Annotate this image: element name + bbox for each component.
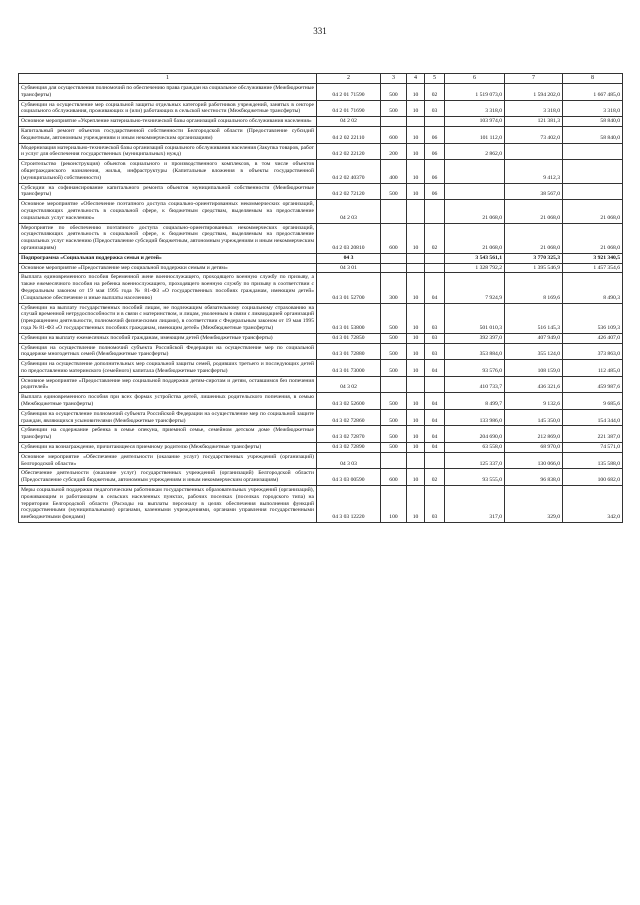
section-cell: 10 (407, 409, 425, 426)
amount-year2-cell (505, 143, 563, 160)
amount-year2-cell: 329,0 (505, 486, 563, 523)
section-cell (407, 376, 425, 393)
amount-year1-cell: 3 318,0 (445, 100, 505, 117)
amount-year1-cell: 93 555,0 (445, 469, 505, 486)
row-name-cell: Мероприятие по обеспечению поэтапного доступа социально-ориентированных некоммерческих организаций, осуществляющих деятельность в социальной сфере, к бюджетным средствам, выделяемым на предоставление социальных услуг населению (Предоставление субсидий бюджетным, автономным учреждениям и иным некоммерческим организациям) (19, 223, 317, 253)
section-cell: 10 (407, 273, 425, 303)
row-name-cell: Капитальный ремонт объектов государственной собственности Белгородской области (Предоставление субсидий бюджетным, автономным учреждениям и иным некоммерческим организациям) (19, 126, 317, 143)
subsection-cell: 03 (425, 333, 445, 343)
amount-year2-cell: 9 412,3 (505, 160, 563, 183)
amount-year2-cell: 108 159,0 (505, 360, 563, 377)
amount-year3-cell: 426 407,0 (563, 333, 623, 343)
budget-table (18, 73, 623, 523)
amount-year1-cell: 204 690,0 (445, 426, 505, 443)
amount-year2-cell: 38 567,0 (505, 183, 563, 200)
amount-year3-cell: 100 682,0 (563, 469, 623, 486)
subsection-cell (425, 263, 445, 273)
row-name-cell: Субвенции на выплату ежемесячных пособий гражданам, имеющим детей (Межбюджетные трансферты) (19, 333, 317, 343)
target-article-cell: 04 3 01 (317, 263, 381, 273)
expense-type-cell: 500 (381, 303, 407, 333)
table-row (19, 273, 623, 303)
section-cell: 10 (407, 143, 425, 160)
amount-year2-cell: 73 402,0 (505, 126, 563, 143)
amount-year1-cell: 501 010,3 (445, 303, 505, 333)
amount-year3-cell: 373 863,0 (563, 343, 623, 360)
amount-year3-cell (563, 183, 623, 200)
amount-year1-cell: 392 397,0 (445, 333, 505, 343)
amount-year3-cell: 74 571,0 (563, 443, 623, 453)
section-cell: 10 (407, 160, 425, 183)
table-row (19, 333, 623, 343)
amount-year1-cell: 103 974,0 (445, 117, 505, 127)
amount-year3-cell: 21 068,0 (563, 200, 623, 223)
target-article-cell: 04 2 02 (317, 117, 381, 127)
target-article-cell: 04 3 02 72860 (317, 409, 381, 426)
amount-year1-cell: 21 068,0 (445, 200, 505, 223)
table-row (19, 343, 623, 360)
amount-year1-cell: 317,0 (445, 486, 505, 523)
amount-year2-cell: 21 068,0 (505, 223, 563, 253)
column-header: 8 (563, 74, 623, 84)
expense-type-cell: 500 (381, 343, 407, 360)
expense-type-cell: 100 (381, 486, 407, 523)
row-name-cell: Субвенции на осуществление дополнительных мер социальной защиты семей, родивших третьего и последующих детей по предоставлению материнского (семейного) капитала (Межбюджетные трансферты) (19, 360, 317, 377)
subsection-cell: 04 (425, 273, 445, 303)
subsection-cell: 03 (425, 303, 445, 333)
column-header: 6 (445, 74, 505, 84)
amount-year2-cell: 407 949,0 (505, 333, 563, 343)
row-name-cell: Субвенции на содержание ребенка в семье опекуна, приемной семье, семейном детском доме (Межбюджетные трансферты) (19, 426, 317, 443)
amount-year3-cell: 21 068,0 (563, 223, 623, 253)
target-article-cell: 04 3 01 72850 (317, 333, 381, 343)
row-name-cell: Субвенции на вознаграждение, причитающееся приемному родителю (Межбюджетные трансферты) (19, 443, 317, 453)
amount-year2-cell: 130 066,0 (505, 452, 563, 469)
amount-year1-cell: 8 499,7 (445, 393, 505, 410)
subsection-cell: 02 (425, 223, 445, 253)
expense-type-cell: 500 (381, 393, 407, 410)
section-cell (407, 263, 425, 273)
amount-year1-cell: 410 733,7 (445, 376, 505, 393)
section-cell: 10 (407, 84, 425, 101)
row-name-cell: Субвенция на осуществление полномочий субъекта Российской Федерации на осуществление мер по социальной поддержке многодетных семей (Межбюджетные трансферты) (19, 343, 317, 360)
amount-year3-cell: 3 318,0 (563, 100, 623, 117)
row-name-cell: Субвенции на выплату государственных пособий лицам, не подлежащим обязательному социальному страхованию на случай временной нетрудоспособности и в связи с материнством, и лицам, уволенным в связи с ликвидацией организаций (прекращением деятельности, полномочий физическими лицами), в соответствии с Федеральным законом от 19 мая 1995 года № 81-ФЗ «О государственных пособиях гражданам, имеющим детей» (Межбюджетные трансферты) (19, 303, 317, 333)
amount-year1-cell: 1 328 792,2 (445, 263, 505, 273)
section-cell: 10 (407, 183, 425, 200)
table-row (19, 200, 623, 223)
table-row (19, 393, 623, 410)
section-cell: 10 (407, 393, 425, 410)
amount-year3-cell: 58 840,0 (563, 117, 623, 127)
table-row (19, 84, 623, 101)
section-cell (407, 253, 425, 263)
row-name-cell: Обеспечение деятельности (оказание услуг) государственных учреждений (организаций) Белгородской области (Предоставление субсидий бюджетным, автономным учреждениям и иным некоммерческим организациям) (19, 469, 317, 486)
table-row (19, 360, 623, 377)
section-cell: 10 (407, 426, 425, 443)
section-cell: 10 (407, 100, 425, 117)
column-header: 4 (407, 74, 425, 84)
row-name-cell: Основное мероприятие «Обеспечение поэтапного доступа социально-ориентированных некоммерческих организаций, осуществляющих деятельность в социальной сфере, к бюджетным средствам, выделяемым на предоставление социальных услуг населению» (19, 200, 317, 223)
expense-type-cell: 500 (381, 426, 407, 443)
target-article-cell: 04 2 03 20810 (317, 223, 381, 253)
column-header: 7 (505, 74, 563, 84)
amount-year2-cell: 145 350,0 (505, 409, 563, 426)
table-header-row (19, 74, 623, 84)
target-article-cell: 04 3 03 (317, 452, 381, 469)
section-cell (407, 117, 425, 127)
table-row (19, 443, 623, 453)
amount-year2-cell: 3 770 325,3 (505, 253, 563, 263)
subsection-cell: 06 (425, 160, 445, 183)
amount-year3-cell: 221 387,0 (563, 426, 623, 443)
target-article-cell: 04 2 01 71590 (317, 84, 381, 101)
amount-year2-cell: 9 132,6 (505, 393, 563, 410)
amount-year1-cell: 2 862,0 (445, 143, 505, 160)
subsection-cell: 04 (425, 443, 445, 453)
amount-year2-cell: 3 318,0 (505, 100, 563, 117)
target-article-cell: 04 3 01 72880 (317, 343, 381, 360)
amount-year1-cell (445, 160, 505, 183)
amount-year2-cell: 212 869,0 (505, 426, 563, 443)
amount-year1-cell: 93 576,0 (445, 360, 505, 377)
target-article-cell: 04 3 03 00590 (317, 469, 381, 486)
section-cell: 10 (407, 360, 425, 377)
table-row (19, 253, 623, 263)
amount-year1-cell: 3 543 561,1 (445, 253, 505, 263)
amount-year3-cell: 112 485,0 (563, 360, 623, 377)
row-name-cell: Основное мероприятие «Обеспечение деятельности (оказание услуг) государственных учреждений (организаций) Белгородской области» (19, 452, 317, 469)
target-article-cell: 04 2 02 40370 (317, 160, 381, 183)
row-name-cell: Меры социальной поддержки педагогическим работникам государственных образовательных учреждений (организаций), проживающим и работающим в сельских населенных пунктах, рабочих поселках (поселках городского типа) на территории Белгородской области (Расходы на выплаты персоналу в целях обеспечения выполнения функций государственными (муниципальными) органами, казенными учреждениями, органами управления государственными внебюджетными фондами) (19, 486, 317, 523)
amount-year1-cell: 7 924,9 (445, 273, 505, 303)
table-row (19, 117, 623, 127)
expense-type-cell: 500 (381, 333, 407, 343)
target-article-cell: 04 3 02 52600 (317, 393, 381, 410)
amount-year1-cell: 353 884,0 (445, 343, 505, 360)
amount-year2-cell: 436 321,6 (505, 376, 563, 393)
expense-type-cell: 500 (381, 84, 407, 101)
subsection-cell: 04 (425, 426, 445, 443)
target-article-cell: 04 2 01 71690 (317, 100, 381, 117)
amount-year3-cell: 459 987,6 (563, 376, 623, 393)
subsection-cell: 04 (425, 393, 445, 410)
target-article-cell: 04 3 03 12220 (317, 486, 381, 523)
amount-year1-cell: 21 068,0 (445, 223, 505, 253)
expense-type-cell (381, 263, 407, 273)
section-cell: 10 (407, 443, 425, 453)
table-row (19, 160, 623, 183)
amount-year1-cell: 101 112,0 (445, 126, 505, 143)
column-header: 2 (317, 74, 381, 84)
table-row (19, 183, 623, 200)
target-article-cell: 04 3 01 53800 (317, 303, 381, 333)
expense-type-cell: 600 (381, 469, 407, 486)
row-name-cell: Выплата единовременного пособия беременной жене военнослужащего, проходящего военную службу по призыву, а также ежемесячного пособия на ребенка военнослужащего, проходящего военную службу по призыву в соответствии с Федеральным законом от 19 мая 1995 года № 81-ФЗ «О государственных пособиях гражданам, имеющим детей» (Социальное обеспечение и иные выплаты населению) (19, 273, 317, 303)
expense-type-cell: 400 (381, 160, 407, 183)
section-cell: 10 (407, 126, 425, 143)
section-cell: 10 (407, 343, 425, 360)
expense-type-cell (381, 376, 407, 393)
amount-year3-cell: 1 457 354,6 (563, 263, 623, 273)
section-cell: 10 (407, 469, 425, 486)
row-name-cell: Основное мероприятие «Укрепление материально-технической базы организаций социального обслуживания населения» (19, 117, 317, 127)
amount-year3-cell: 536 109,3 (563, 303, 623, 333)
amount-year2-cell: 1 395 546,9 (505, 263, 563, 273)
amount-year1-cell: 133 986,0 (445, 409, 505, 426)
target-article-cell: 04 3 01 52700 (317, 273, 381, 303)
amount-year3-cell: 342,0 (563, 486, 623, 523)
amount-year3-cell: 8 490,3 (563, 273, 623, 303)
expense-type-cell: 600 (381, 223, 407, 253)
row-name-cell: Основное мероприятие «Предоставление мер социальной поддержки детям-сиротам и детям, оставшимся без попечения родителей» (19, 376, 317, 393)
row-name-cell: Строительство (реконструкция) объектов социального и производственного комплексов, в том числе объектов общегражданского назначения, жилья, инфраструктуры (Капитальные вложения в объекты государственной (муниципальной) собственности) (19, 160, 317, 183)
amount-year2-cell: 355 124,0 (505, 343, 563, 360)
subsection-cell: 03 (425, 486, 445, 523)
amount-year3-cell: 3 921 340,5 (563, 253, 623, 263)
subsection-cell: 06 (425, 183, 445, 200)
amount-year2-cell: 1 594 202,0 (505, 84, 563, 101)
column-header: 1 (19, 74, 317, 84)
subsection-cell: 06 (425, 126, 445, 143)
expense-type-cell: 500 (381, 183, 407, 200)
table-row (19, 452, 623, 469)
amount-year2-cell: 516 145,3 (505, 303, 563, 333)
row-name-cell: Субвенция для осуществления полномочий по обеспечению права граждан на социальное обслуживание (Межбюджетные трансферты) (19, 84, 317, 101)
subsection-cell: 03 (425, 343, 445, 360)
target-article-cell: 04 3 02 72890 (317, 443, 381, 453)
target-article-cell: 04 3 02 72870 (317, 426, 381, 443)
amount-year1-cell: 63 558,0 (445, 443, 505, 453)
expense-type-cell: 500 (381, 360, 407, 377)
column-header: 5 (425, 74, 445, 84)
expense-type-cell (381, 117, 407, 127)
amount-year2-cell: 121 381,3 (505, 117, 563, 127)
target-article-cell: 04 3 (317, 253, 381, 263)
expense-type-cell (381, 200, 407, 223)
table-row (19, 426, 623, 443)
subsection-cell (425, 117, 445, 127)
table-row (19, 223, 623, 253)
subsection-cell: 04 (425, 409, 445, 426)
amount-year3-cell: 1 667 485,0 (563, 84, 623, 101)
subsection-cell (425, 200, 445, 223)
subsection-cell (425, 452, 445, 469)
section-cell: 10 (407, 303, 425, 333)
row-name-cell: Модернизация материально-технической базы организаций социального обслуживания населения (Закупка товаров, работ и услуг для обеспечения государственных (муниципальных) нужд) (19, 143, 317, 160)
table-row (19, 486, 623, 523)
expense-type-cell: 200 (381, 143, 407, 160)
amount-year1-cell: 1 519 073,0 (445, 84, 505, 101)
amount-year3-cell: 154 344,0 (563, 409, 623, 426)
row-name-cell: Субсидии на софинансирование капитального ремонта объектов муниципальной собственности (Межбюджетные трансферты) (19, 183, 317, 200)
section-cell: 10 (407, 223, 425, 253)
expense-type-cell: 500 (381, 409, 407, 426)
row-name-cell: Субвенция на осуществление полномочий субъекта Российской Федерации на осуществление мер по социальной защите граждан, являющихся усыновителями (Межбюджетные трансферты) (19, 409, 317, 426)
subsection-cell: 06 (425, 143, 445, 160)
section-cell: 10 (407, 486, 425, 523)
table-row (19, 469, 623, 486)
amount-year2-cell: 21 068,0 (505, 200, 563, 223)
amount-year3-cell: 58 840,0 (563, 126, 623, 143)
subsection-cell: 03 (425, 100, 445, 117)
amount-year3-cell: 135 588,0 (563, 452, 623, 469)
subsection-cell (425, 376, 445, 393)
subsection-cell: 02 (425, 469, 445, 486)
amount-year2-cell: 8 169,6 (505, 273, 563, 303)
expense-type-cell: 300 (381, 273, 407, 303)
row-name-cell: Основное мероприятие «Предоставление мер социальной поддержки семьям и детям» (19, 263, 317, 273)
expense-type-cell (381, 452, 407, 469)
table-row (19, 143, 623, 160)
section-cell (407, 452, 425, 469)
amount-year3-cell (563, 160, 623, 183)
table-row (19, 263, 623, 273)
amount-year3-cell: 9 685,6 (563, 393, 623, 410)
target-article-cell: 04 3 02 (317, 376, 381, 393)
table-row (19, 100, 623, 117)
expense-type-cell: 500 (381, 443, 407, 453)
table-row (19, 126, 623, 143)
amount-year2-cell: 96 838,0 (505, 469, 563, 486)
section-cell (407, 200, 425, 223)
table-row (19, 303, 623, 333)
row-name-cell: Субвенции на осуществление мер социальной защиты отдельных категорий работников учреждений, занятых в секторе социального обслуживания, проживающих и (или) работающих в сельской местности (Межбюджетные трансферты) (19, 100, 317, 117)
page-number: 331 (313, 26, 327, 36)
subsection-cell: 02 (425, 84, 445, 101)
subsection-cell (425, 253, 445, 263)
row-name-cell: Выплата единовременного пособия при всех формах устройства детей, лишенных родительского попечения, в семью (Межбюджетные трансферты) (19, 393, 317, 410)
target-article-cell: 04 2 02 72120 (317, 183, 381, 200)
column-header: 3 (381, 74, 407, 84)
table-row (19, 409, 623, 426)
amount-year2-cell: 68 970,0 (505, 443, 563, 453)
section-cell: 10 (407, 333, 425, 343)
subsection-cell: 04 (425, 360, 445, 377)
amount-year1-cell (445, 183, 505, 200)
amount-year3-cell (563, 143, 623, 160)
amount-year1-cell: 125 337,0 (445, 452, 505, 469)
expense-type-cell: 600 (381, 126, 407, 143)
target-article-cell: 04 2 02 22110 (317, 126, 381, 143)
target-article-cell: 04 2 03 (317, 200, 381, 223)
row-name-cell: Подпрограмма «Социальная поддержка семьи и детей» (19, 253, 317, 263)
target-article-cell: 04 3 01 73000 (317, 360, 381, 377)
expense-type-cell: 500 (381, 100, 407, 117)
table-row (19, 376, 623, 393)
target-article-cell: 04 2 02 22120 (317, 143, 381, 160)
expense-type-cell (381, 253, 407, 263)
